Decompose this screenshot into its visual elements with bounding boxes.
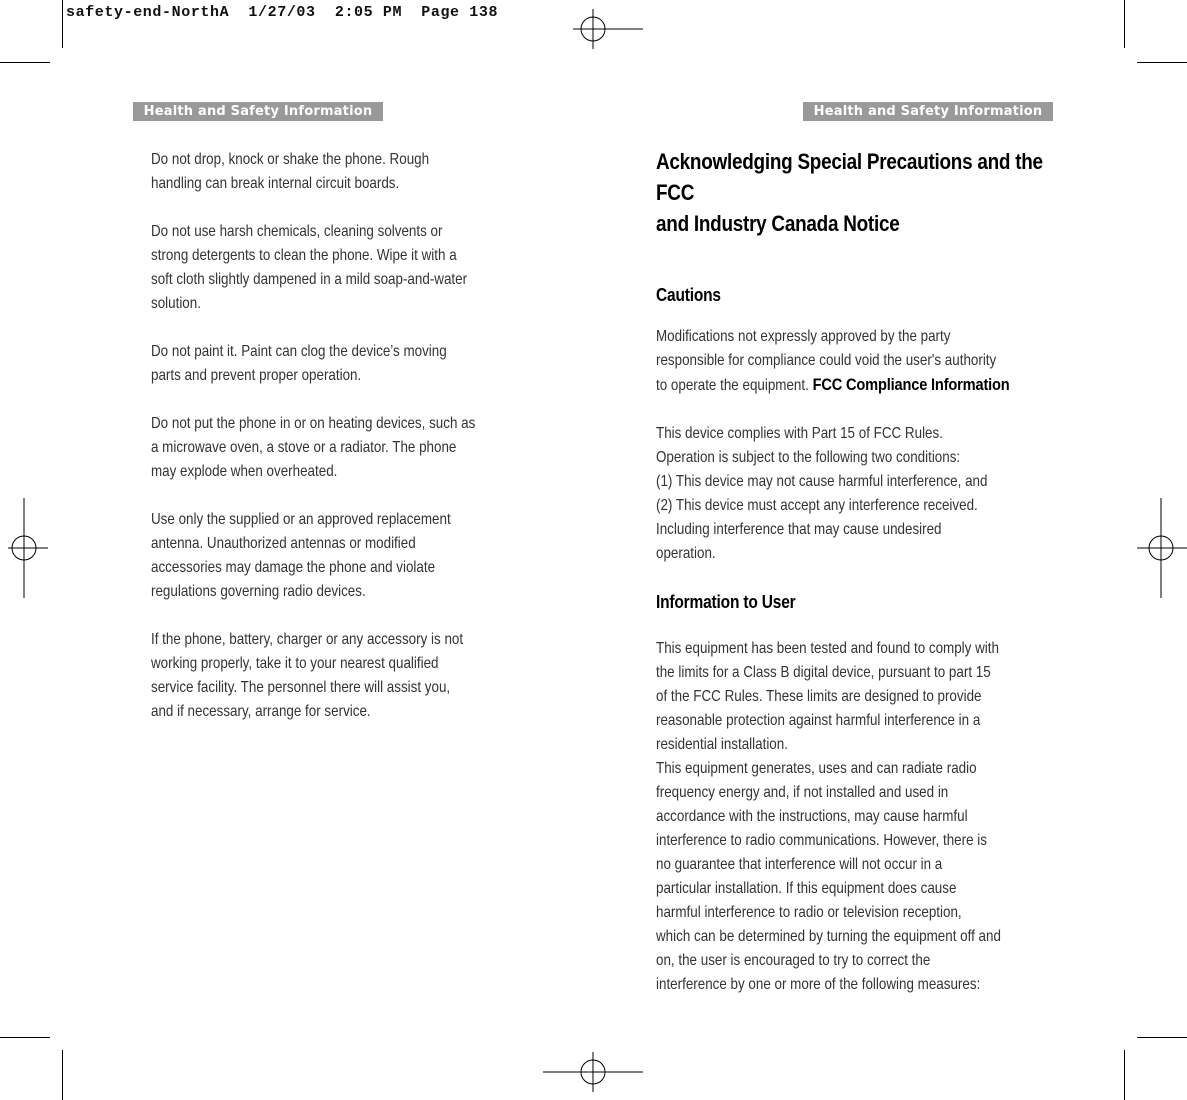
registration-mark-right-icon	[1137, 498, 1187, 598]
registration-mark-top-icon	[573, 9, 643, 49]
left-header-tab: Health and Safety Information	[133, 102, 383, 121]
cautions-paragraph	[656, 325, 1086, 398]
crop-mark-top-right-horizontal	[1137, 62, 1187, 63]
right-header-tab: Health and Safety Information	[803, 102, 1053, 121]
fcc-compliance-heading: FCC Compliance Information	[812, 375, 1010, 394]
paragraph-drop-warning: Do not drop, knock or shake the phone. Rough handling can break internal circuit boards.	[151, 151, 430, 192]
paragraph-chemicals-warning: Do not use harsh chemicals, cleaning solvents or strong detergents to clean the phone. Wipe it with a soft cloth slightly dampened in a mild soap-and-water solution.	[151, 223, 468, 312]
printer-slug-line: safety-end-NorthA 1/27/03 2:05 PM Page 138	[66, 4, 499, 21]
fcc-compliance-text: This device complies with Part 15 of FCC Rules. Operation is subject to the following two conditions: (1) This device may not cause harmful interference, and (2) This device must accept any interference received. Including interference that may cause undesired operation.	[656, 425, 988, 562]
paragraph-antenna-warning: Use only the supplied or an approved replacement antenna. Unauthorized antennas or modified accessories may damage the phone and violate regulations governing radio devices.	[151, 511, 451, 600]
crop-mark-bottom-right-vertical	[1124, 1050, 1125, 1100]
paragraph-service-warning: If the phone, battery, charger or any accessory is not working properly, take it to your nearest qualified service facility. The personnel there will assist you, and if necessary, arrange for service.	[151, 631, 464, 720]
registration-mark-left-icon	[8, 498, 48, 598]
crop-mark-bottom-right-horizontal	[1137, 1037, 1187, 1038]
right-page-body	[656, 146, 1069, 997]
left-page-body	[151, 148, 504, 748]
information-to-user-text: This equipment has been tested and found to comply with the limits for a Class B digital device, pursuant to part 15 of the FCC Rules. These limits are designed to provide reasonable protection against harmful interference in a residential installation. This equipment generates, uses and can radiate radio frequency energy and, if not installed and used in accordance with the instructions, may cause harmful interference to radio communications. However, there is no guarantee that interference will not occur in a particular installation. If this equipment does cause harmful interference to radio or television reception, which can be determined by turning the equipment off and on, the user is encouraged to try to correct the interference by one or more of the following measures:	[656, 640, 1001, 993]
crop-mark-bottom-left-vertical	[62, 1050, 63, 1100]
paragraph-heating-warning: Do not put the phone in or on heating devices, such as a microwave oven, a stove or a radiator. The phone may explode when overheated.	[151, 415, 476, 480]
crop-mark-top-right-vertical	[1124, 0, 1125, 48]
crop-mark-top-left-horizontal	[0, 62, 50, 63]
cautions-text: Modifications not expressly approved by the party responsible for compliance could void the user's authority to operate the equipment.	[656, 328, 997, 394]
cautions-heading: Cautions	[656, 285, 721, 305]
crop-mark-top-left-vertical	[62, 0, 63, 48]
registration-mark-bottom-icon	[543, 1052, 643, 1092]
paragraph-paint-warning: Do not paint it. Paint can clog the device’s moving parts and prevent proper operation.	[151, 343, 447, 384]
information-to-user-heading: Information to User	[656, 592, 796, 612]
page-title: Acknowledging Special Precautions and the FCC and Industry Canada Notice	[656, 149, 1043, 236]
crop-mark-bottom-left-horizontal	[0, 1037, 50, 1038]
